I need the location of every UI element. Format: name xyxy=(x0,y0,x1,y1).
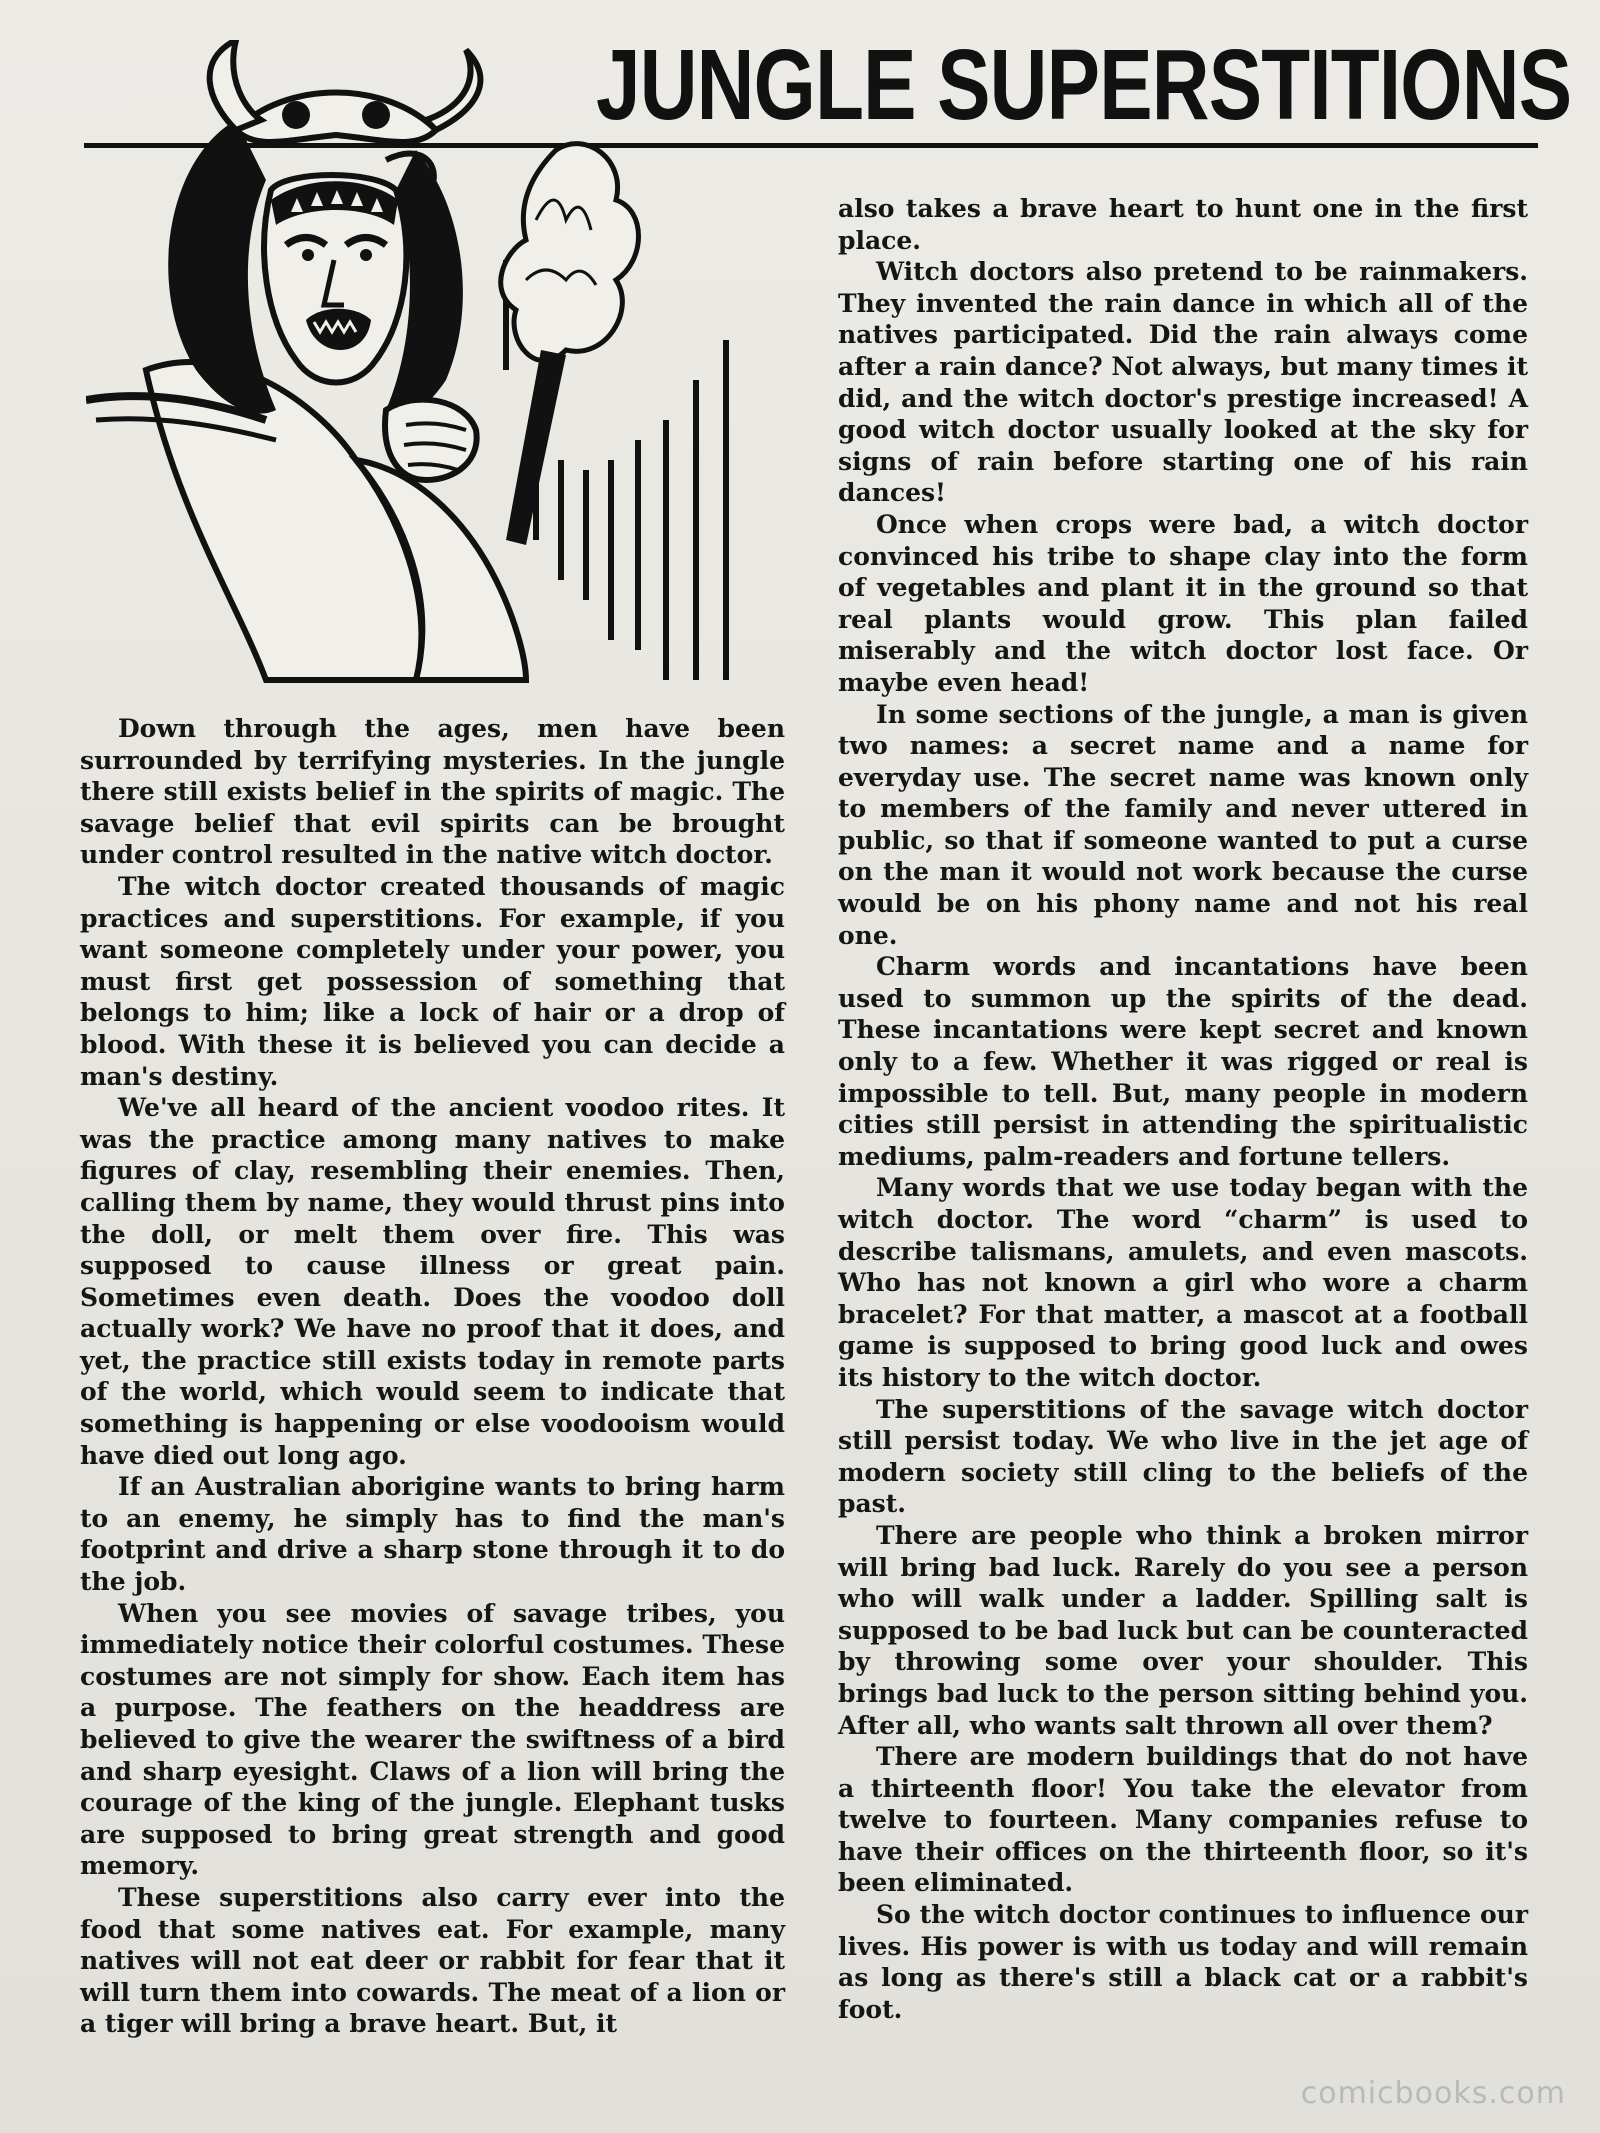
headdress xyxy=(236,93,436,142)
horn-left xyxy=(210,40,261,130)
paragraph: The superstitions of the savage witch doctor still persist today. We who live in the jet age of modern society still cling to the beliefs of the past. xyxy=(838,1394,1528,1519)
paragraph: Once when crops were bad, a witch doctor convinced his tribe to shape clay into the form of vegetables and plant it in the ground so that real plants would grow. This plan failed miserably and the witch doctor lost face. Or maybe even head! xyxy=(838,509,1528,697)
article-title: JUNGLE SUPERSTITIONS xyxy=(596,29,1572,141)
horn-right xyxy=(426,50,480,130)
paragraph: We've all heard of the ancient voodoo rites. It was the practice among many natives to make figures of clay, resembling their enemies. Then, calling them by name, they would thrust pins into the doll, or melt them over fire. This was supposed to cause illness or great pain. Sometimes even death. Does the voodoo doll actually work? We have no proof that it does, and yet, the practice still exists today in remote parts of the world, which would seem to indicate that something is happening or else voodooism would have died out long ago. xyxy=(80,1093,785,1470)
left-column xyxy=(80,713,785,2040)
cloak xyxy=(146,362,421,680)
paragraph: Many words that we use today began with the witch doctor. The word “charm” is used to describe talismans, amulets, and even mascots. Who has not known a girl who wore a charm bracelet? For that matter, a mascot at a football game is supposed to bring good luck and owes its history to the witch doctor. xyxy=(838,1173,1528,1392)
paragraph: There are modern buildings that do not have a thirteenth floor! You take the elevator from twelve to fourteen. Many companies refuse to have their offices on the thirteenth floor, so it's been eliminated. xyxy=(838,1742,1528,1898)
paragraph: If an Australian aborigine wants to bring harm to an enemy, he simply has to find the man's footprint and drive a sharp stone through it to do the job. xyxy=(80,1472,785,1597)
paragraph: When you see movies of savage tribes, you immediately notice their colorful costumes. These costumes are not simply for show. Each item has a purpose. The feathers on the headdress are believed to give the wearer the swiftness of a bird and sharp eyesight. Claws of a lion will bring the courage of the king of the jungle. Elephant tusks are supposed to bring great strength and good memory. xyxy=(80,1598,785,1881)
paragraph: The witch doctor created thousands of magic practices and superstitions. For example, if you want someone completely under your power, you must first get possession of something that belongs to him; like a lock of hair or a drop of blood. With these it is believed you can decide a man's destiny. xyxy=(80,871,785,1091)
paragraph: Charm words and incantations have been used to summon up the spirits of the dead. These incantations were kept secret and known only to a few. Whether it was rigged or real is impossible to tell. But, many people in modern cities still persist in attending the spiritualistic mediums, palm-readers and fortune tellers. xyxy=(838,952,1528,1171)
site-watermark: comicbooks.com xyxy=(1300,2076,1566,2111)
torch-flame xyxy=(501,144,639,361)
hand xyxy=(385,400,477,480)
paragraph: Witch doctors also pretend to be rainmakers. They invented the rain dance in which all of the natives participated. Did the rain always come after a rain dance? Not always, but many times it did, and the witch doctor's prestige increased! A good witch doctor usually looked at the sky for signs of rain before starting one of his rain dances! xyxy=(838,257,1528,508)
right-column xyxy=(838,193,1528,2025)
paragraph: There are people who think a broken mirror will bring bad luck. Rarely do you see a person who will walk under a ladder. Spilling salt is supposed to be bad luck but can be counteracted by throwing some over your shoulder. This brings bad luck to the person sitting behind you. After all, who wants salt thrown all over them? xyxy=(838,1520,1528,1740)
paragraph: These superstitions also carry ever into the food that some natives eat. For example, many natives will not eat deer or rabbit for fear that it will turn them into cowards. The meat of a lion or a tiger will bring a brave heart. But, it xyxy=(80,1882,785,2039)
paragraph: also takes a brave heart to hunt one in the first place. xyxy=(838,194,1528,255)
paragraph: So the witch doctor continues to influence our lives. His power is with us today and will remain as long as there's still a black cat or a rabbit's foot. xyxy=(838,1900,1528,2024)
paragraph: Down through the ages, men have been surrounded by terrifying mysteries. In the jungle there still exists belief in the spirits of magic. The savage belief that evil spirits can be brought under control resulted in the native witch doctor. xyxy=(80,714,785,870)
paragraph: In some sections of the jungle, a man is given two names: a secret name and a name for everyday use. The secret name was known only to members of the family and never uttered in public, so that if someone wanted to put a curse on the man it would not work because the curse would be on his phony name and not his real one. xyxy=(838,699,1528,950)
witch-doctor-illustration xyxy=(86,40,776,690)
